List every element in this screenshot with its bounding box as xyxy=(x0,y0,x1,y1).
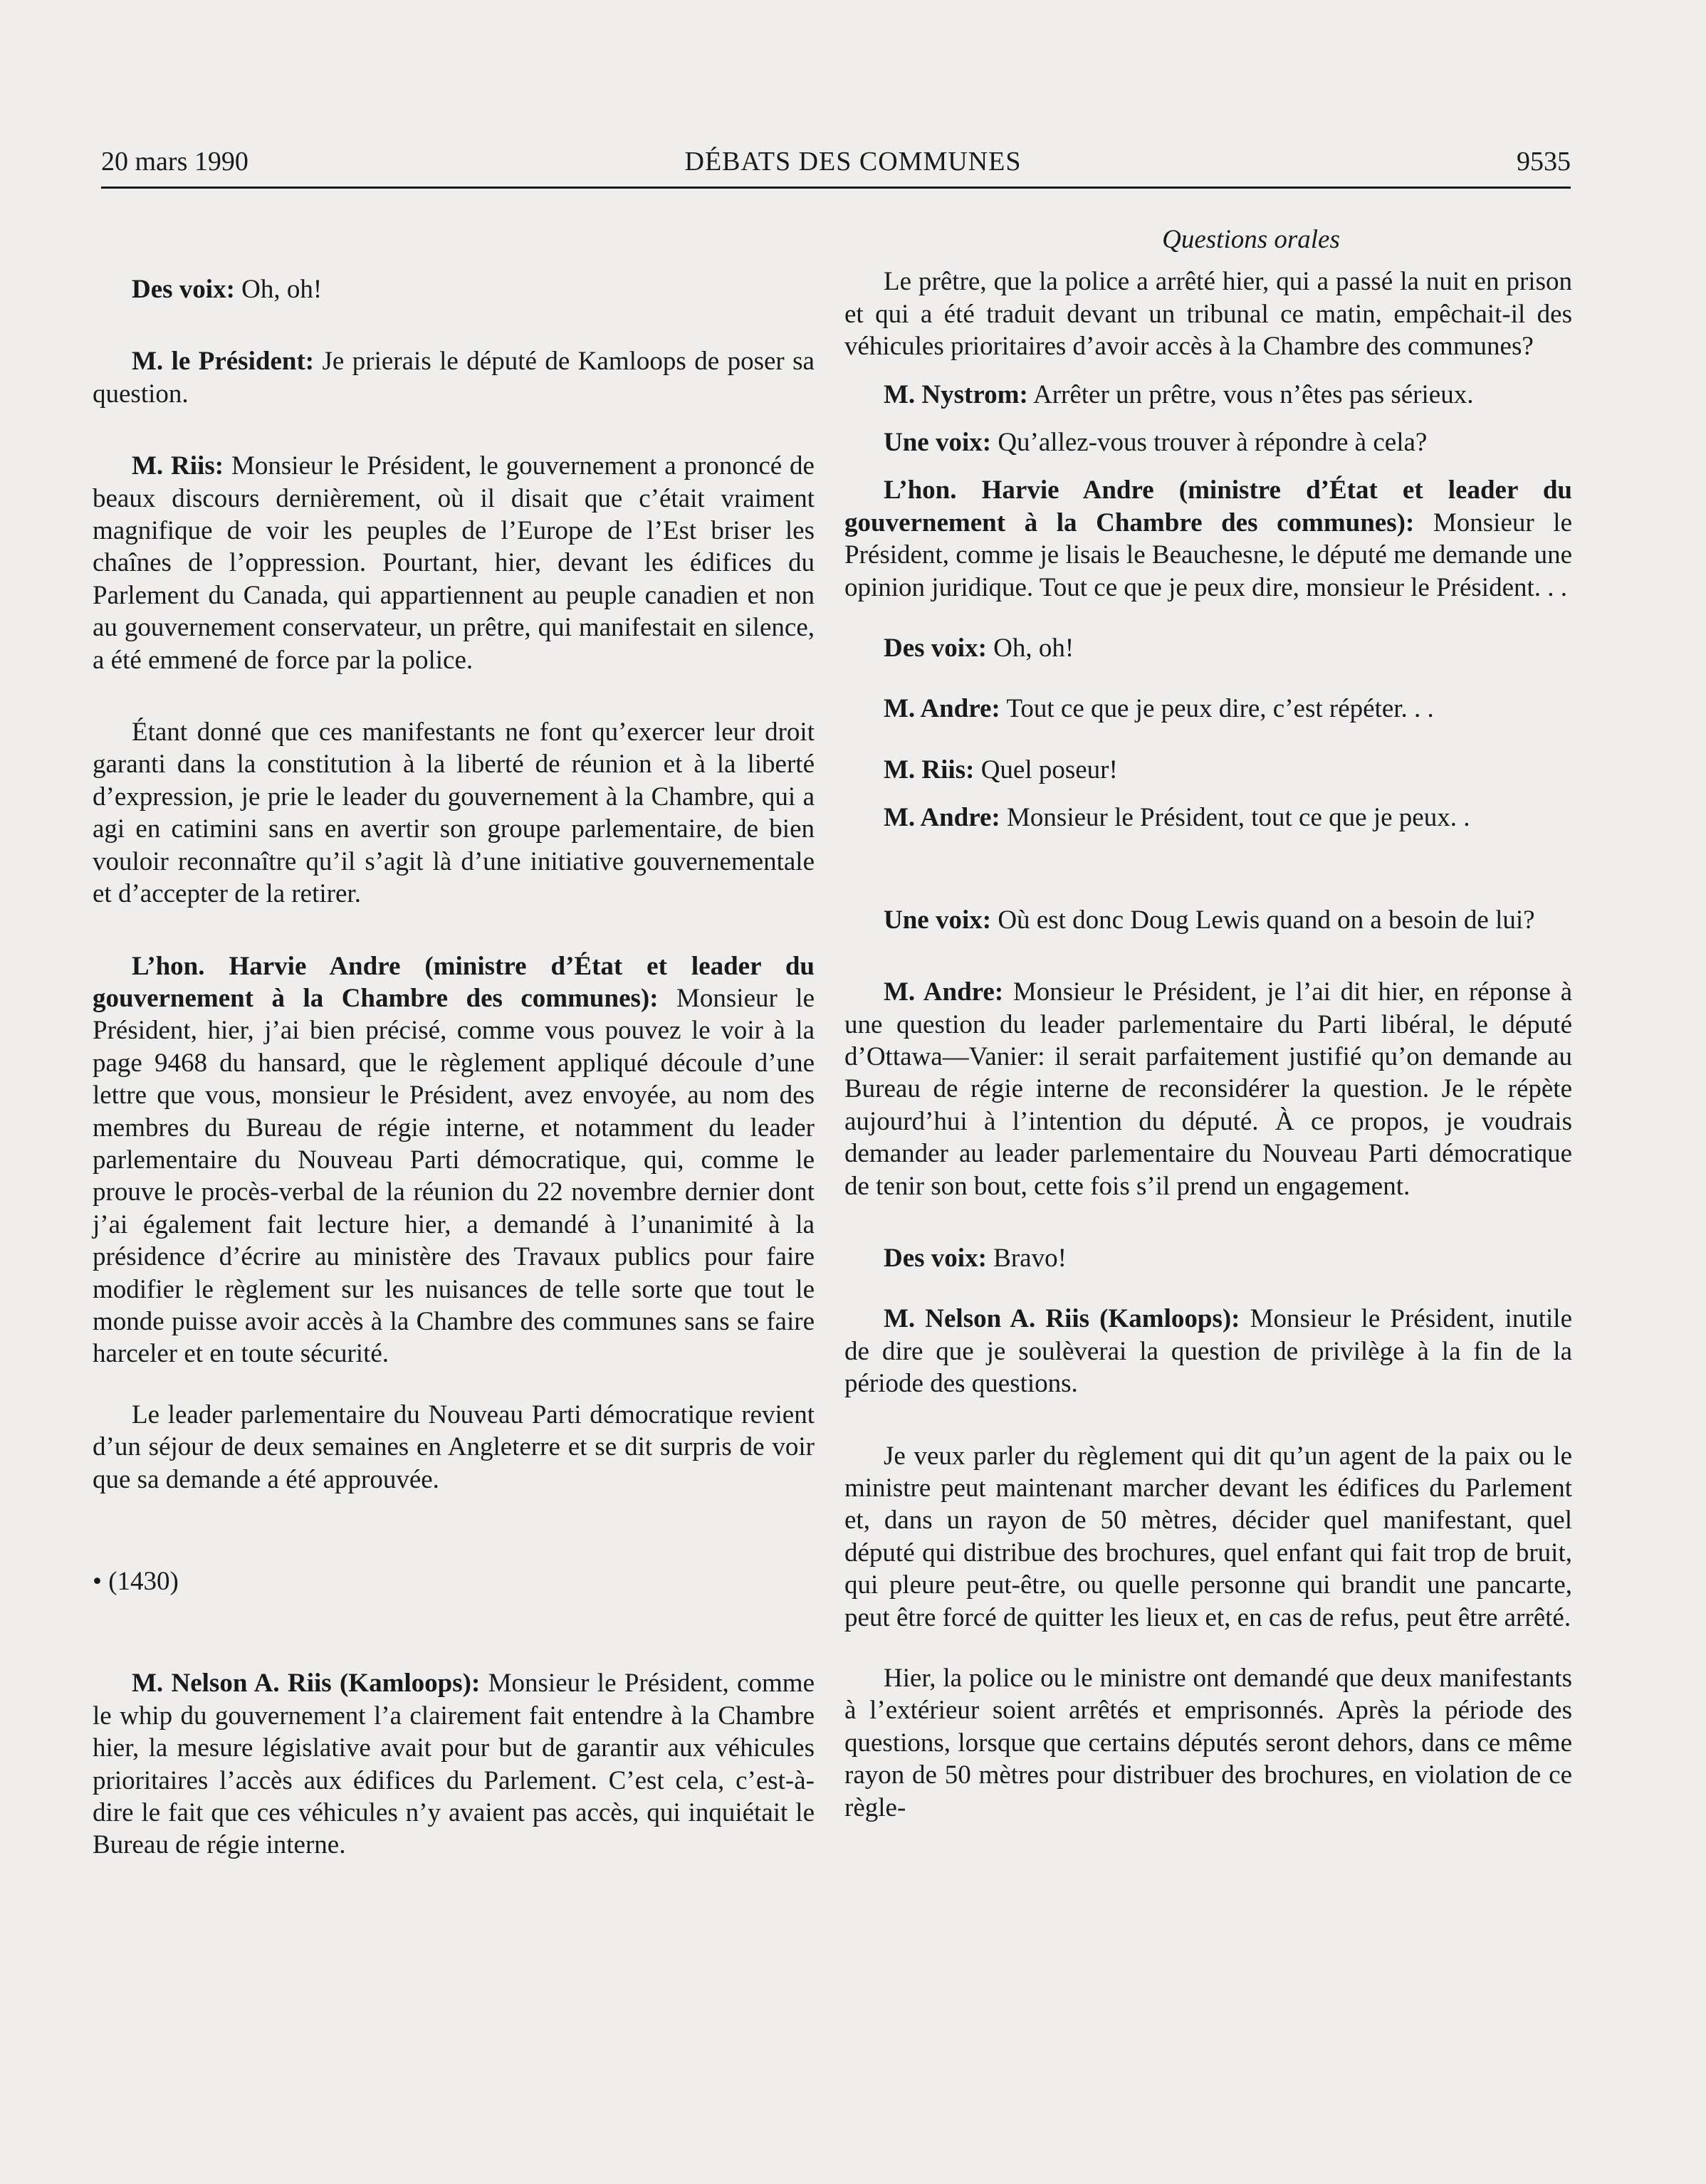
paragraph xyxy=(844,1242,1572,1274)
page-number: 9535 xyxy=(1517,147,1571,177)
left-column xyxy=(93,214,815,1862)
paragraph xyxy=(844,379,1572,411)
right-column xyxy=(844,214,1572,1824)
speech-text: Quel poseur! xyxy=(974,755,1118,784)
speech-text: Monsieur le Président, le gouvernement a prononcé de beaux discours dernièrement, où il disait que c’était vraiment magnifique de voir les peuples de l’Europe de l’Est briser les chaînes de l’oppression. Pourtant, hier, devant les édifices du Parlement du Canada, qui appartiennent au peuple canadien et non au gouvernement conservateur, un prêtre, qui manifestait en silence, a été emmené de force par la police. xyxy=(93,451,815,675)
speaker-name: M. Nelson A. Riis (Kamloops): xyxy=(132,1669,481,1699)
speech-text: Oh, oh! xyxy=(986,634,1074,663)
speaker-name: Des voix: xyxy=(132,275,235,304)
speaker-name: L’hon. Harvie Andre (ministre d’État et leader du gouvernement à la Chambre des communes): xyxy=(844,476,1572,537)
speaker-name: M. Nelson A. Riis (Kamloops): xyxy=(884,1304,1240,1334)
speech-text: Où est donc Doug Lewis quand on a besoin de lui? xyxy=(991,905,1535,935)
paragraph xyxy=(844,474,1572,604)
paragraph xyxy=(93,450,815,676)
paragraph xyxy=(844,1303,1572,1400)
speech-text: Je prierais le député de Kamloops de poser sa question. xyxy=(93,347,815,409)
paragraph xyxy=(844,266,1572,362)
speaker-name: Une voix: xyxy=(884,905,992,935)
speech-text: Monsieur le Président, inutile de dire que je soulèverai la question de privilège à la fin de la période des questions. xyxy=(844,1304,1572,1399)
speaker-name: Des voix: xyxy=(884,634,987,663)
speech-text: Je veux parler du règlement qui dit qu’un agent de la paix ou le ministre peut maintenant marcher devant les édifices du Parlement et, dans un rayon de 50 mètres, décider quel manifestant, quel député qui distribue des brochures, quel enfant qui fait trop de bruit, qui pleure peut-être, ou quelle personne qui brandit une pancarte, peut être forcé de quitter les lieux et, en cas de refus, peut être arrêté. xyxy=(844,1441,1572,1632)
speaker-name: M. Nystrom: xyxy=(884,379,1028,409)
paragraph xyxy=(844,693,1572,725)
paragraph xyxy=(844,1662,1572,1824)
paragraph xyxy=(93,950,815,1370)
speech-text: Le prêtre, que la police a arrêté hier, qui a passé la nuit en prison et qui a été traduit devant un tribunal ce matin, empêchait-il des véhicules prioritaires d’avoir accès à la Chambre des communes? xyxy=(844,267,1572,362)
running-title: DÉBATS DES COMMUNES xyxy=(684,147,1022,177)
time-marker: • (1430) xyxy=(93,1567,179,1596)
paragraph xyxy=(844,904,1572,936)
header-rule xyxy=(101,187,1571,189)
paragraph xyxy=(844,426,1572,458)
speech-text: Bravo! xyxy=(986,1243,1067,1273)
speech-text: Étant donné que ces manifestants ne font qu’exercer leur droit garanti dans la constitution à la liberté de réunion et à la liberté d’expression, je prie le leader du gouvernement à la Chambre, qui a agi en catimini sans en avertir son groupe parlementaire, de bien vouloir reconnaître qu’il s’agit là d’une initiative gouvernementale et d’accepter de la retirer. xyxy=(93,718,815,909)
paragraph xyxy=(844,802,1572,834)
paragraph xyxy=(93,345,815,410)
speaker-name: Des voix: xyxy=(884,1243,987,1273)
header-date: 20 mars 1990 xyxy=(101,147,248,177)
speaker-name: M. le Président: xyxy=(132,347,315,377)
paragraph xyxy=(93,273,815,305)
speaker-name: M. Andre: xyxy=(884,694,1000,724)
speech-text: Arrêter un prêtre, vous n’êtes pas sérieux. xyxy=(1027,379,1474,409)
speaker-name: M. Riis: xyxy=(132,451,224,481)
speech-text: Monsieur le Président, hier, j’ai bien précisé, comme vous pouvez le voir à la page 9468 du hansard, que le règlement appliqué découle d’une lettre que vous, monsieur le Président, avez envoyée, au nom des membres du Bureau de régie interne, et notamment du leader parlementaire du Nouveau Parti démocratique, qui, comme le prouve le procès-verbal de la réunion du 22 novembre dernier dont j’ai également fait lecture hier, a demandé à l’unanimité à la présidence d’écrire au ministère des Travaux publics pour faire modifier le règlement sur les nuisances de telle sorte que tout le monde puisse avoir accès à la Chambre des communes sans se faire harceler et en toute sécurité. xyxy=(93,983,815,1369)
speaker-name: M. Andre: xyxy=(884,803,1000,833)
paragraph xyxy=(93,716,815,910)
speech-text: Qu’allez-vous trouver à répondre à cela? xyxy=(991,428,1428,458)
speech-text: Oh, oh! xyxy=(234,275,323,304)
speaker-name: L’hon. Harvie Andre (ministre d’État et leader du gouvernement à la Chambre des communes): xyxy=(93,951,815,1013)
paragraph xyxy=(844,1440,1572,1634)
speech-text: Monsieur le Président, je l’ai dit hier, en réponse à une question du leader parlementaire du Parti libéral, le député d’Ottawa—Vanier: il serait parfaitement justifié qu’on demande au Bureau de régie interne de reconsidérer la question. Je le répète aujourd’hui à l’intention du député. À ce propos, je voudrais demander au leader parlementaire du Nouveau Parti démocratique de tenir son bout, cette fois s’il prend un engagement. xyxy=(844,977,1572,1201)
paragraph xyxy=(93,1399,815,1496)
paragraph xyxy=(844,754,1572,786)
paragraph xyxy=(844,632,1572,664)
speech-text: Monsieur le Président, comme le whip du gouvernement l’a clairement fait entendre à la Chambre hier, la mesure législative avait pour but de garantir aux véhicules prioritaires l’accès aux édifices du Parlement. C’est cela, c’est-à-dire le fait que ces véhicules n’y avaient pas accès, qui inquiétait le Bureau de régie interne. xyxy=(93,1669,815,1860)
speech-text: Le leader parlementaire du Nouveau Parti démocratique revient d’un séjour de deux semaines en Angleterre et se dit surpris de voir que sa demande a été approuvée. xyxy=(93,1400,815,1494)
speech-text: Monsieur le Président, tout ce que je peux. . xyxy=(1000,803,1470,833)
speaker-name: Une voix: xyxy=(884,428,992,458)
speaker-name: M. Riis: xyxy=(884,755,975,784)
speaker-name: M. Andre: xyxy=(884,977,1004,1007)
section-title: Questions orales xyxy=(1162,225,1340,254)
paragraph xyxy=(93,1667,815,1861)
speech-text: Monsieur le Président, comme je lisais le Beauchesne, le député me demande une opinion juridique. Tout ce que je peux dire, monsieur le Président. . . xyxy=(844,508,1572,602)
paragraph xyxy=(844,976,1572,1202)
speech-text: Hier, la police ou le ministre ont demandé que deux manifestants à l’extérieur soient arrêtés et emprisonnés. Après la période des questions, lorsque que certains députés seront dehors, dans ce même rayon de 50 mètres pour distribuer des brochures, en violation de ce règle- xyxy=(844,1664,1572,1822)
speech-text: Tout ce que je peux dire, c’est répéter. . . xyxy=(1000,694,1434,724)
